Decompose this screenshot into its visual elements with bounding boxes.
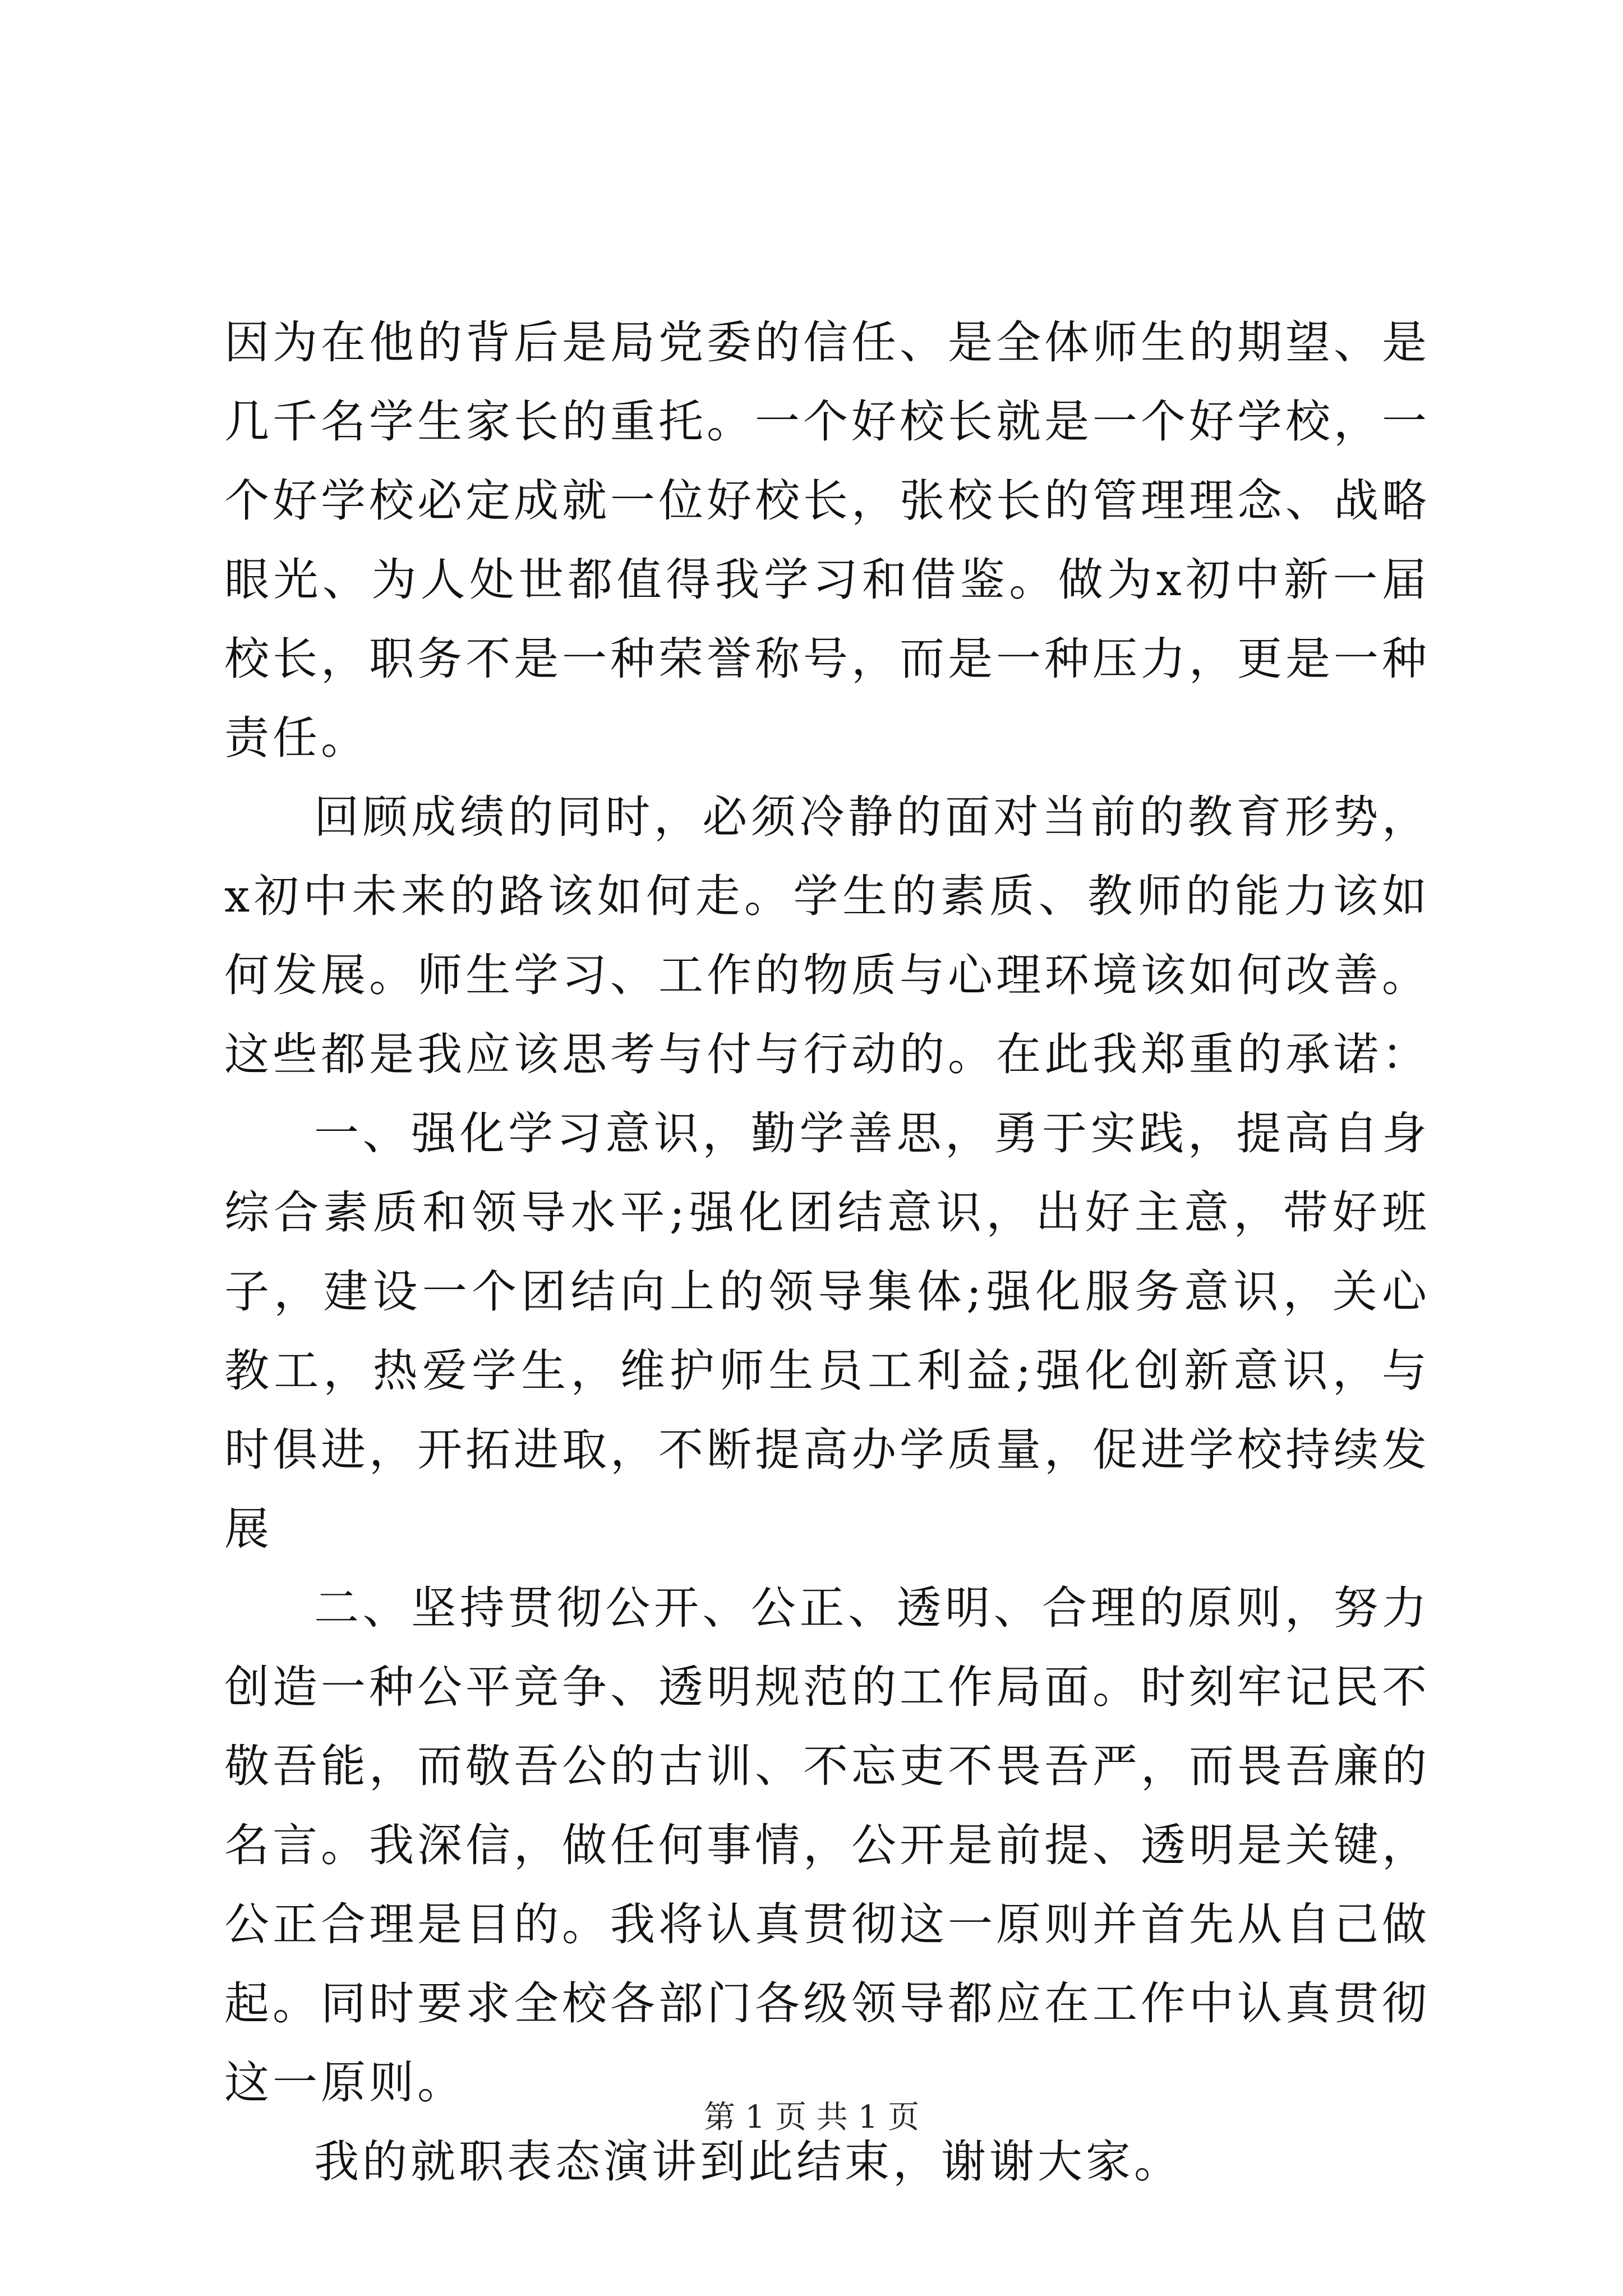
paragraph-closing: 我的就职表态演讲到此结束，谢谢大家。 [314, 2136, 1182, 2188]
paragraph-commitment-two: 二、坚持贯彻公开、公正、透明、合理的原则，努力创造一种公平竞争、透明规范的工作局面。时刻牢记民不敬吾能，而敬吾公的古训、不忘吏不畏吾严，而畏吾廉的名言。我深信，做任何事情，公开是前提、透明是关键，公正合理是目的。我将认真贯彻这一原则并首先从自己做起。同时要求全校各部门各级领导都应在工作中认真贯彻这一原则。 [224, 1582, 1430, 2109]
page-footer: 第 1 页 共 1 页 [703, 2099, 920, 2136]
document-body [224, 303, 1430, 2201]
paragraph-commitment-one: 一、强化学习意识，勤学善思，勇于实践，提高自身综合素质和领导水平;强化团结意识，出好主意，带好班子，建设一个团结向上的领导集体;强化服务意识，关心教工，热爱学生，维护师生员工利益;强化创新意识，与时俱进，开拓进取，不断提高办学质量，促进学校持续发展 [224, 1107, 1430, 1555]
paragraph-continuation: 因为在他的背后是局党委的信任、是全体师生的期望、是几千名学生家长的重托。一个好校长就是一个好学校，一个好学校必定成就一位好校长，张校长的管理理念、战略眼光、为人处世都值得我学习和借鉴。做为x初中新一届校长，职务不是一种荣誉称号，而是一种压力，更是一种责任。 [224, 316, 1430, 764]
paragraph-review: 回顾成绩的同时，必须冷静的面对当前的教育形势，x初中未来的路该如何走。学生的素质、教师的能力该如何发展。师生学习、工作的物质与心理环境该如何改善。这些都是我应该思考与付与行动的。在此我郑重的承诺： [224, 791, 1430, 1080]
